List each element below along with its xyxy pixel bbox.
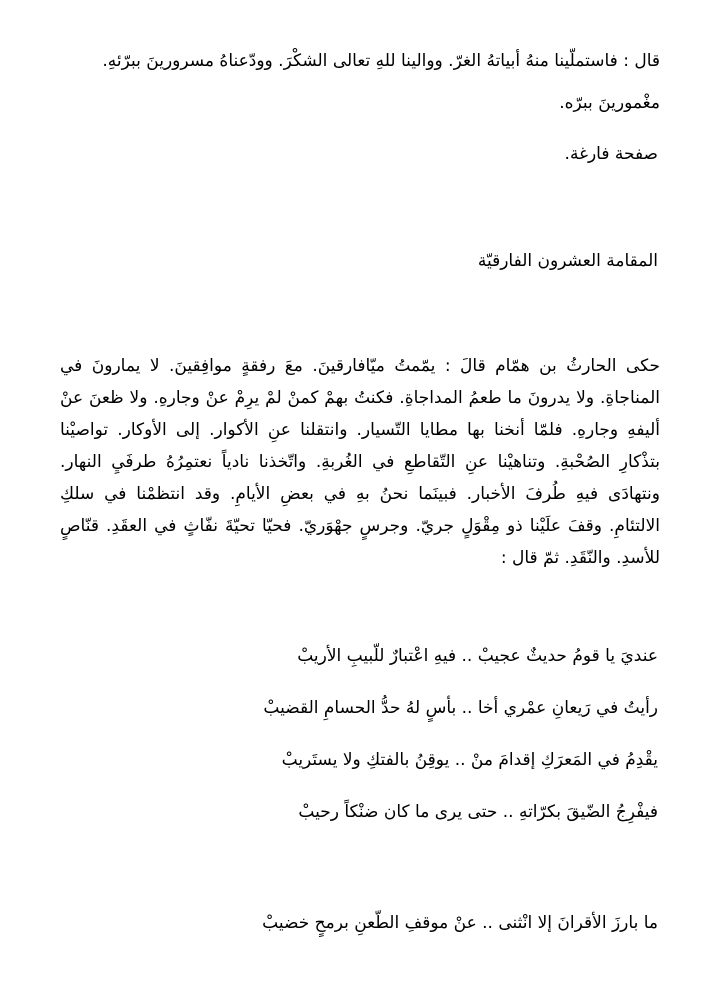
blank-page-note: صفحة فارغة.: [564, 144, 658, 164]
verse-line: فيفْرِجُ الضّيقَ بكرّاتهِ .. حتى يرى ما كان ضنْكاً رحيبْ: [298, 802, 658, 822]
intro-line-2: مغْمورينَ ببرّه.: [559, 93, 660, 113]
body-line: ونتهادَى فيهِ طُرفَ الأخبار. فبينَما نحنُ بهِ في بعضِ الأيامِ. وقد انتظمْنا في سلكِ: [60, 484, 660, 504]
body-paragraph: [60, 350, 660, 574]
intro-line-1: قال : فاستملّينا منهُ أبياتهُ الغرّ. ووالينا للهِ تعالى الشكْرَ. وودّعناهُ مسرورينَ ببرّئهِ.: [102, 51, 660, 71]
section-title: المقامة العشرون الفارقيّة: [477, 251, 658, 271]
body-line: للأسدِ. والنّقَدِ. ثمّ قال :: [500, 548, 660, 568]
body-line: المناجاةِ. ولا يدرونَ ما طعمُ المداجاةِ. فكنتُ بهمْ كمنْ لمْ يرِمْ عنْ وجارهِ. ولا ظعنَ عنْ: [60, 388, 660, 408]
verse-line: يقْدِمُ في المَعرَكِ إقدامَ منْ .. يوقِنُ بالفتكِ ولا يستَريبْ: [281, 750, 658, 770]
body-line: بتذْكارِ الصُحْبةِ. وتناهيْنا عنِ التّقاطعِ في الغُربةِ. واتّخذنا نادياً نعتمِرُهُ طرفَيِ النهار.: [60, 452, 660, 472]
body-line: أليفهِ وجارهِ. فلمّا أنخنا بها مطايا التّسيار. وانتقلنا عنِ الأكوار. إلى الأوكار. تواصيْنا: [60, 420, 660, 440]
final-verse-line: ما بارزَ الأقرانَ إلا انْثنى .. عنْ موقفِ الطّعنِ برمحٍ خضيبْ: [262, 913, 658, 933]
body-line: حكى الحارثُ بن همّام قالَ : يمّمتُ ميّافارقينَ. معَ رفقةٍ موافِقينَ. لا يمارونَ في: [60, 356, 660, 376]
verse-line: عنديَ يا قومُ حديثٌ عجيبْ .. فيهِ اعْتبارٌ للّبيبِ الأريبْ: [297, 646, 658, 666]
body-line: الالتئامِ. وقفَ علَيْنا ذو مِقْوَلٍ جريّ. وجرسٍ جهْوَريّ. فحيّا تحيّةَ نفّاثٍ في العقَدِ. قنّاصٍ: [60, 516, 660, 536]
verse-line: رأيتُ في رَيعانِ عمْري أخا .. بأسٍ لهُ حدُّ الحسامِ القضيبْ: [263, 698, 658, 718]
